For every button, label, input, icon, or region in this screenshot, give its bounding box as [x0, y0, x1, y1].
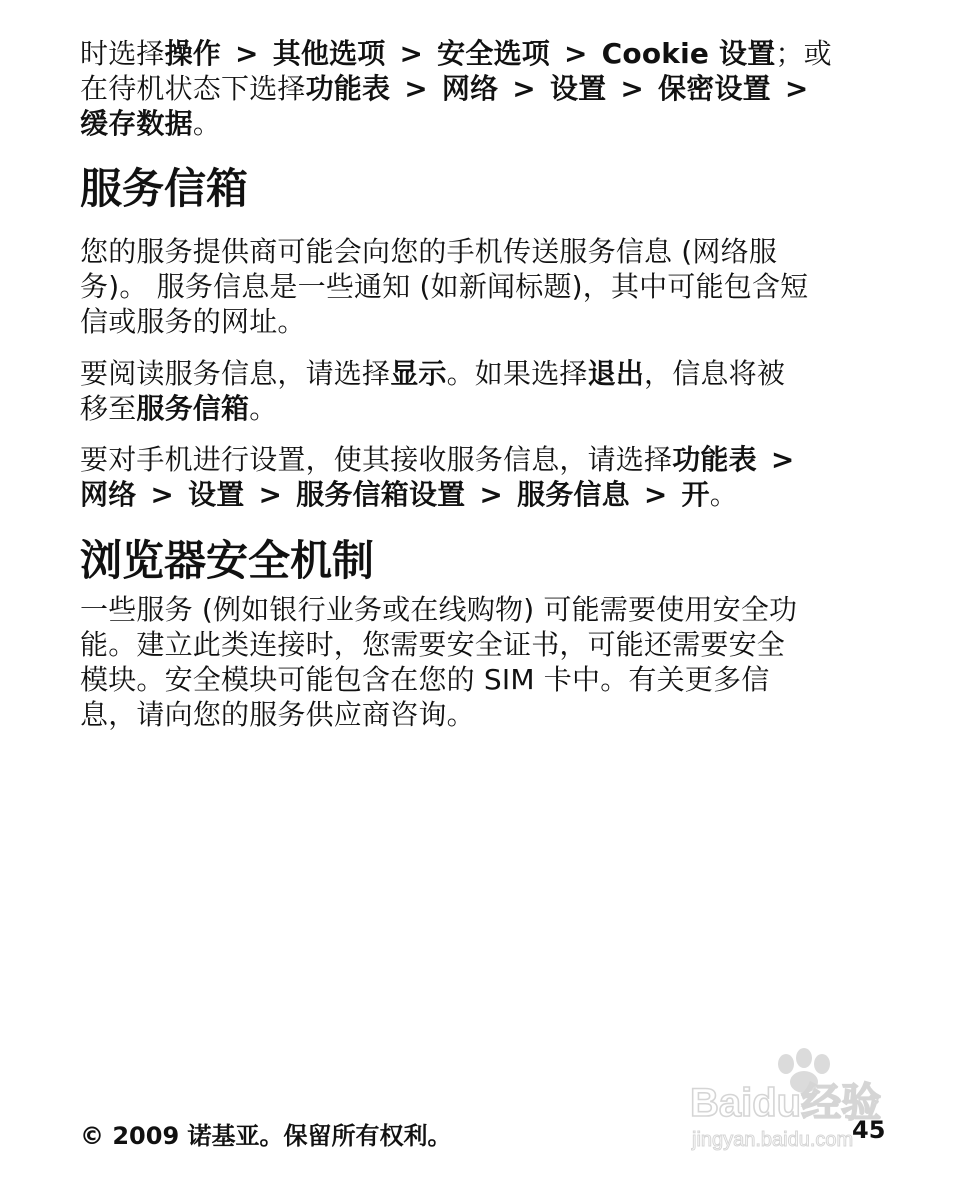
- path-separator: >: [404, 72, 428, 105]
- menu-path-item: 服务信箱设置: [296, 478, 466, 511]
- menu-path-item: 设置: [549, 72, 607, 105]
- menu-path-item: 服务信箱: [136, 392, 250, 425]
- text-line: [80, 106, 900, 141]
- path-separator: >: [479, 478, 504, 511]
- menu-path-item: 功能表: [305, 72, 391, 105]
- text-run: 在待机状态下选择: [80, 72, 306, 105]
- menu-path-item: 操作: [164, 37, 222, 70]
- path-separator: >: [563, 37, 588, 70]
- text-line: [80, 391, 900, 426]
- text-run: 要对手机进行设置，使其接收服务信息，请选择: [80, 443, 673, 476]
- text-line: 模块。安全模块可能包含在您的 SIM 卡中。有关更多信: [80, 663, 770, 696]
- text-run: ，信息将被: [644, 357, 786, 390]
- text-run: 。如果选择: [446, 357, 588, 390]
- menu-path-item: 缓存数据: [80, 107, 193, 140]
- menu-path-item: 其他选项: [272, 37, 386, 70]
- menu-path-item: 开: [681, 478, 710, 511]
- path-separator: >: [512, 72, 536, 105]
- text-line: 务)。 服务信息是一些通知 (如新闻标题)，其中可能包含短: [80, 270, 809, 303]
- page-number: 45: [852, 1116, 886, 1144]
- text-run: 要阅读服务信息，请选择: [80, 357, 391, 390]
- section-heading-service-inbox: 服务信箱: [80, 164, 249, 213]
- menu-path-item: Cookie 设置: [601, 37, 776, 70]
- paragraph-security-features: [80, 592, 900, 732]
- text-line: [80, 71, 900, 106]
- path-separator: >: [399, 37, 424, 70]
- text-line: 信或服务的网址。: [80, 305, 306, 338]
- menu-path-item: 退出: [587, 357, 645, 390]
- paragraph-read-messages: [80, 356, 900, 426]
- path-separator: >: [770, 443, 795, 476]
- menu-path-item: 保密设置: [658, 72, 771, 105]
- paragraph-receive-settings: [80, 442, 900, 512]
- text-run: 。: [249, 392, 278, 425]
- menu-path-item: 设置: [188, 478, 245, 511]
- text-line: 一些服务 (例如银行业务或在线购物) 可能需要使用安全功: [80, 593, 798, 626]
- path-separator: >: [643, 478, 668, 511]
- menu-path-item: 服务信息: [517, 478, 630, 511]
- paragraph-cache-path: [80, 36, 900, 141]
- path-separator: >: [150, 478, 175, 511]
- menu-path-item: 安全选项: [437, 37, 550, 70]
- paragraph-service-messages: [80, 234, 900, 339]
- section-heading-browser-security: 浏览器安全机制: [80, 536, 375, 585]
- menu-path-item: 显示: [390, 357, 447, 390]
- copyright-footer: © 2009 诺基亚。保留所有权利。: [80, 1122, 452, 1150]
- text-line: [80, 477, 900, 512]
- path-separator: >: [235, 37, 259, 70]
- path-separator: >: [620, 72, 645, 105]
- path-separator: >: [784, 72, 809, 105]
- text-line: 息，请向您的服务供应商咨询。: [80, 698, 475, 731]
- watermark-url: jingyan.baidu.com: [692, 1129, 854, 1151]
- text-line: 您的服务提供商可能会向您的手机传送服务信息 (网络服: [80, 235, 778, 268]
- text-run: 。: [709, 478, 738, 511]
- menu-path-item: 网络: [441, 72, 499, 105]
- text-run: 移至: [80, 392, 137, 425]
- text-line: 能。建立此类连接时，您需要安全证书，可能还需要安全: [80, 628, 786, 661]
- menu-path-item: 功能表: [672, 443, 757, 476]
- menu-path-item: 网络: [80, 478, 137, 511]
- text-run: 时选择: [80, 37, 165, 70]
- text-run: 。: [192, 107, 222, 140]
- text-line: [80, 356, 900, 391]
- text-run: ；或: [775, 37, 832, 70]
- path-separator: >: [258, 478, 283, 511]
- watermark-brand: Baidu经验: [690, 1081, 882, 1125]
- text-line: [80, 442, 900, 477]
- text-line: [80, 36, 900, 71]
